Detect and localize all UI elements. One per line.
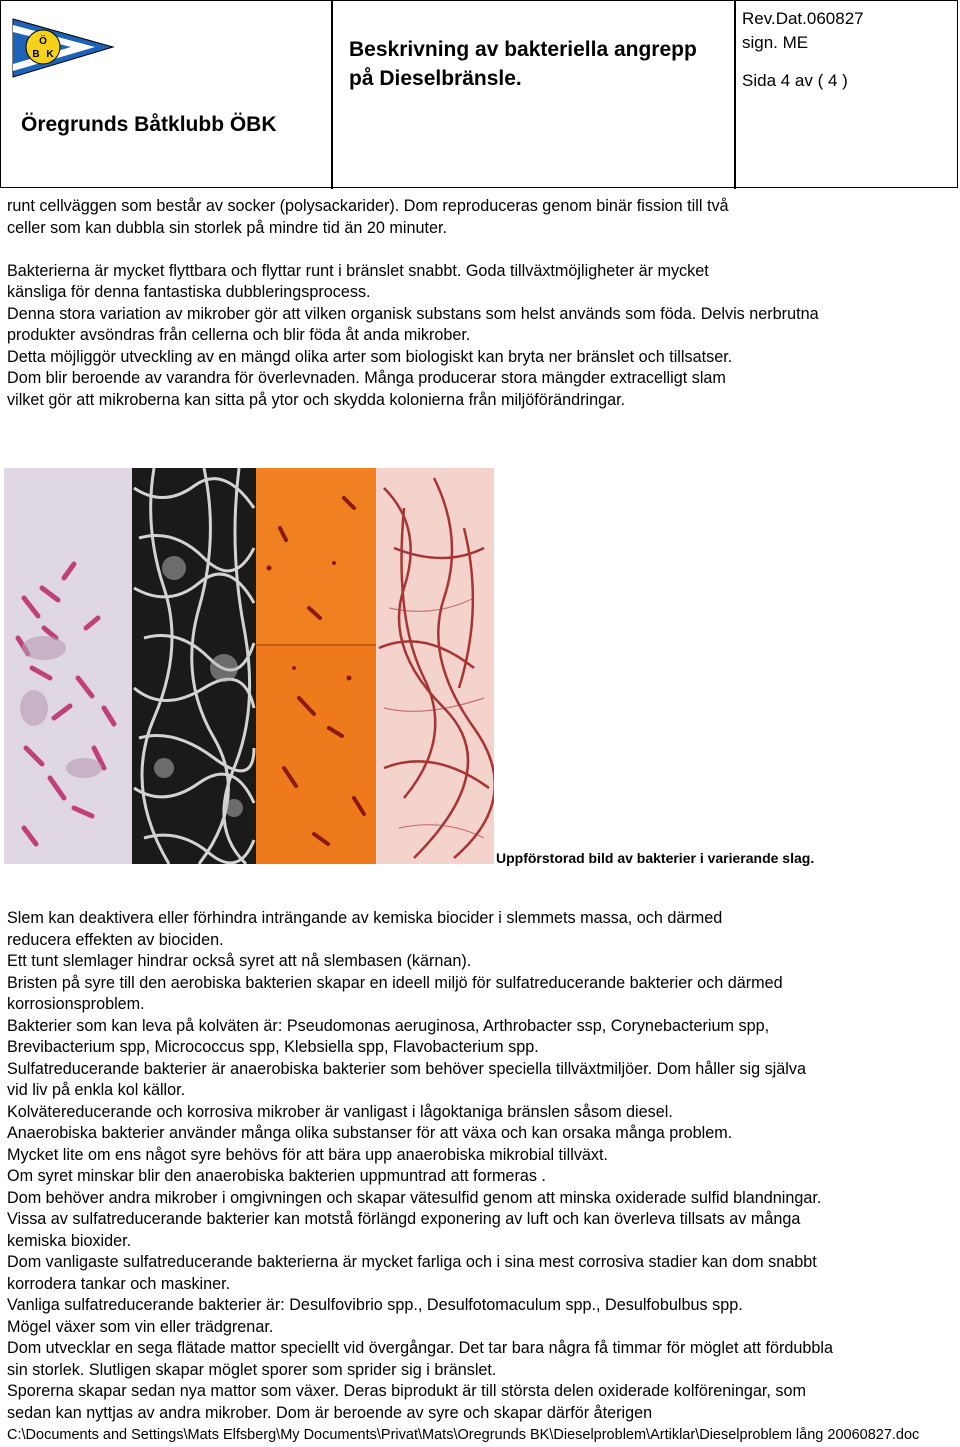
text-line: Anaerobiska bakterier använder många olika substanser för att växa och kan orsaka många problem. — [7, 1124, 733, 1142]
photo-filament-stain — [376, 468, 494, 864]
text-line: Bakterierna är mycket flyttbara och flyttar runt i bränslet snabbt. Goda tillväxtmöjligheter är mycket — [7, 261, 709, 280]
text-line: korrosionsproblem. — [7, 995, 145, 1013]
text-line: produkter avsöndras från cellerna och blir föda åt anda mikrober. — [7, 326, 471, 344]
text-line: Bakterier som kan leva på kolväten är: Pseudomonas aeruginosa, Arthrobacter ssp, Corynebacterium spp, — [7, 1016, 770, 1035]
text-line: Dom vanligaste sulfatreducerande bakterierna är mycket farliga och i sina mest corrosiva stadier kan dom snabbt — [7, 1253, 817, 1271]
header-divider — [734, 1, 736, 189]
text-line: Mögel växer som vin eller trädgrenar. — [7, 1317, 274, 1336]
signature: sign. ME — [742, 33, 809, 52]
text-line: reducera effekten av biociden. — [7, 930, 224, 949]
body-text-top — [7, 196, 819, 411]
text-line: sedan kan nyttjas av andra mikrober. Dom är beroende av syre och skapar därför återigen — [7, 1403, 653, 1422]
text-line: sin storlek. Slutligen skapar möglet sporer som sprider sig i bränslet. — [7, 1360, 497, 1379]
text-line: Sulfatreducerande bakterier är anaerobiska bakterier som behöver speciella tillväxtmiljöer. Dom håller sig själva — [7, 1059, 806, 1078]
text-line: korrodera tankar och maskiner. — [7, 1274, 231, 1293]
text-line: Dom blir beroende av varandra för överlevnaden. Många producerar stora mängder extracelligt slam — [7, 369, 726, 387]
svg-text:Ö: Ö — [39, 36, 47, 47]
text-line: celler som kan dubbla sin storlek på mindre tid än 20 minuter. — [7, 218, 447, 237]
text-line: Dom utvecklar en sega flätade mattor speciellt vid övergångar. Det tar bara några få timmar för möglet att fördubbla — [7, 1339, 833, 1357]
footer-file-path: C:\Documents and Settings\Mats Elfsberg\My Documents\Privat\Mats\Oregrunds BK\Dieselproblem\Artiklar\Dieselproblem lång 20060827.doc — [7, 1427, 920, 1443]
text-line — [7, 239, 819, 261]
text-line: vilket gör att mikroberna kan sitta på ytor och skydda kolonierna från miljöförändringar. — [7, 390, 626, 409]
photo-gram-stain — [4, 468, 132, 864]
svg-text:K: K — [46, 49, 54, 60]
text-line: Denna stora variation av mikrober gör att vilken organisk substans som helst används som föda. Delvis nerbrutna — [7, 304, 819, 323]
text-line: kemiska bioxider. — [7, 1231, 132, 1250]
page-number: Sida 4 av ( 4 ) — [742, 71, 848, 90]
text-line: vid liv på enkla kol källor. — [7, 1081, 186, 1099]
text-line: Vanliga sulfatreducerande bakterier är: Desulfovibrio spp., Desulfotomaculum spp., Desulfobulbus spp. — [7, 1296, 743, 1314]
text-line: känsliga för denna fantastiska dubbleringsprocess. — [7, 283, 371, 301]
text-line: Dom behöver andra mikrober i omgivningen och skapar vätesulfid genom att minska oxiderade sulfid blandningar. — [7, 1188, 822, 1207]
club-name: Öregrunds Båtklubb ÖBK — [21, 113, 277, 136]
text-line: Bristen på syre till den aerobiska bakterien skapar en ideell miljö för sulfatreducerande bakterier och därmed — [7, 973, 783, 992]
text-line: Om syret minskar blir den anaerobiska bakterien uppmuntrad att formeras . — [7, 1167, 546, 1185]
title-line: på Dieselbränsle. — [349, 67, 522, 90]
page-header — [0, 0, 958, 188]
club-logo — [9, 7, 119, 89]
text-line: Kolvätereducerande och korrosiva mikrober är vanligast i lågoktaniga bränslen såsom diesel. — [7, 1102, 673, 1121]
bacteria-photos — [4, 468, 494, 864]
text-line: Ett tunt slemlager hindrar också syret att nå slembasen (kärnan). — [7, 952, 472, 970]
body-text-bottom — [7, 908, 833, 1424]
text-line: Detta möjliggör utveckling av en mängd olika arter som biologiskt kan bryta ner bränslet och tillsatser. — [7, 347, 733, 366]
revision-date: Rev.Dat.060827 — [742, 9, 864, 28]
document-title — [349, 35, 697, 93]
revision-info — [742, 7, 864, 55]
text-line: Vissa av sulfatreducerande bakterier kan motstå förlängd exponering av luft och kan överleva tillsats av många — [7, 1210, 801, 1228]
text-line: Brevibacterium spp, Micrococcus spp, Klebsiella spp, Flavobacterium spp. — [7, 1038, 539, 1056]
text-line: Slem kan deaktivera eller förhindra inträngande av kemiska biocider i slemmets massa, och därmed — [7, 909, 723, 927]
title-line: Beskrivning av bakteriella angrepp — [349, 38, 697, 61]
svg-text:B: B — [32, 49, 40, 60]
text-line: runt cellväggen som består av socker (polysackarider). Dom reproduceras genom binär fission till två — [7, 197, 729, 215]
photo-caption: Uppförstorad bild av bakterier i varierande slag. — [496, 850, 815, 866]
text-line: Sporerna skapar sedan nya mattor som växer. Deras biprodukt är till största delen oxiderade kolföreningar, som — [7, 1382, 806, 1400]
photo-orange-stain — [256, 468, 376, 864]
header-divider — [331, 1, 333, 189]
text-line: Mycket lite om ens något syre behövs för att bära upp anaerobiska mikrobial tillväxt. — [7, 1145, 609, 1164]
photo-electron-microscope — [132, 468, 256, 864]
